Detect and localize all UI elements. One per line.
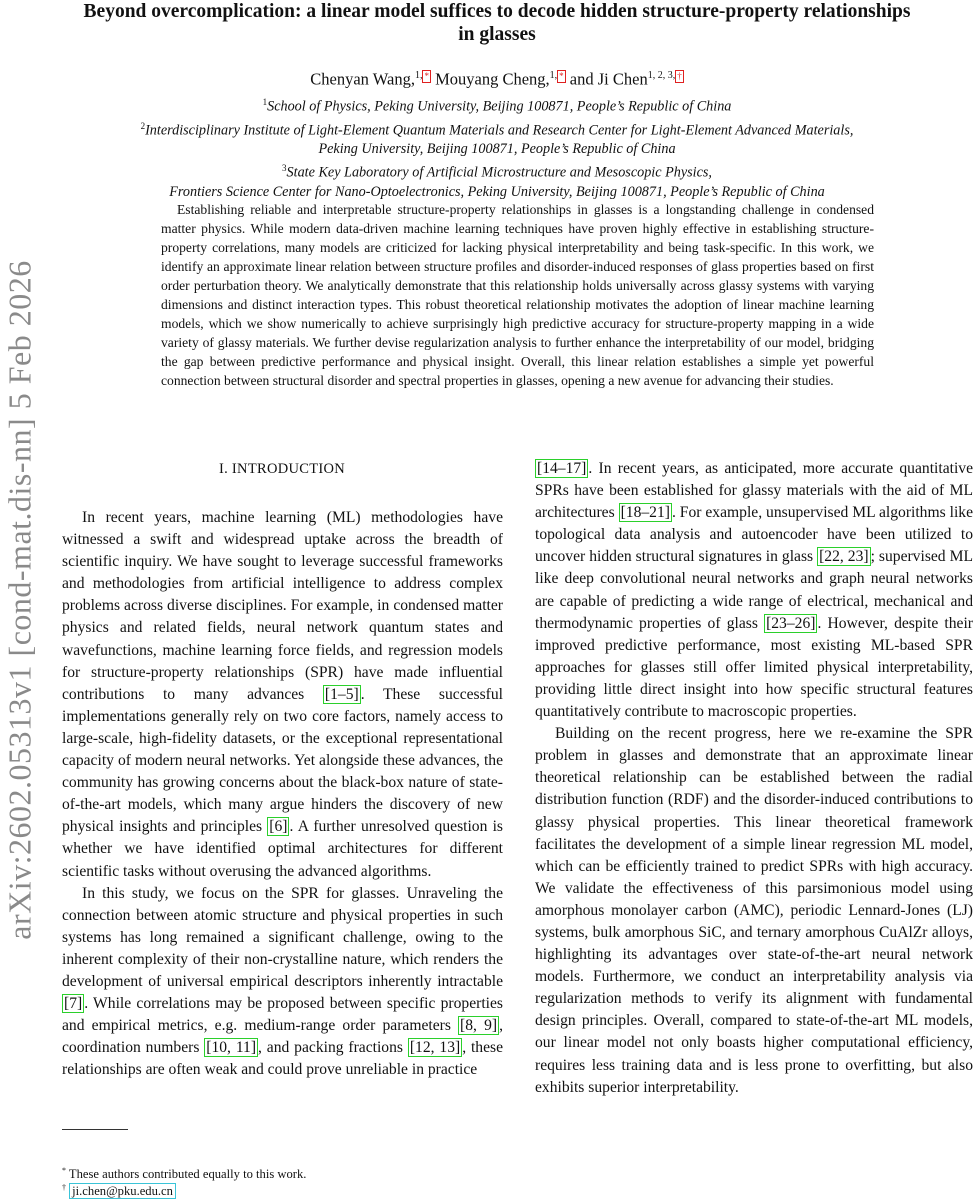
author-name: Mouyang Cheng, xyxy=(435,69,550,89)
right-column xyxy=(535,458,973,1099)
affiliation-2 xyxy=(62,117,932,141)
citation-link[interactable]: [12, 13] xyxy=(409,1039,461,1057)
paragraph-text: , coordination numbers xyxy=(62,1017,503,1057)
citation-link[interactable]: [23–26] xyxy=(766,614,816,632)
abstract: Establishing reliable and interpretable structure-property relationships in glasses is a longstanding challenge in condensed matter physics. While modern data-driven machine learning techniques have proven highly effective in establishing structure-property correlations, many models are criticized for lacking physical interpretability and being task-specific. In this work, we identify an approximate linear relation between structure profiles and disorder-induced responses of glass properties based on first order perturbation theory. We analytically demonstrate that this relationship holds universally across glassy systems with varying dimensions and distinct interaction types. This robust theoretical relationship motivates the adoption of linear machine learning models, which we show numerically to achieve surprisingly high predictive accuracy for structure-property mapping in a wide variety of glassy materials. We further devise regularization analysis to further enhance the interpretability of our model, bridging the gap between predictive performance and physical insight. Overall, this linear relation establishes a simple yet powerful connection between structural disorder and spectral properties in glasses, opening a new avenue for advancing their studies. xyxy=(161,202,874,388)
paragraph-text: . A further unresolved question is whether we have identified optimal architectures for different scientific tasks without overusing the advanced algorithms. xyxy=(62,818,503,880)
affiliation-1 xyxy=(62,93,932,117)
left-column xyxy=(62,507,503,1081)
citation-link[interactable]: [7] xyxy=(64,995,83,1013)
affiliation-text: State Key Laboratory of Artificial Microstructure and Mesoscopic Physics, xyxy=(286,165,712,182)
paragraph-text: , these relationships are often weak and could prove unreliable in practice xyxy=(62,1039,503,1079)
paragraph xyxy=(62,883,503,1082)
title-line-2: in glasses xyxy=(458,24,536,45)
citation-link[interactable]: [8, 9] xyxy=(460,1017,498,1035)
paragraph-text: . In recent years, as anticipated, more accurate quantitative SPRs have been established for glassy materials with the aid of ML architectures xyxy=(535,460,973,522)
paragraph xyxy=(535,458,973,723)
affiliation-2-cont: Peking University, Beijing 100871, People’s Republic of China xyxy=(318,141,676,158)
footnote-link[interactable]: * xyxy=(424,70,429,81)
footnote-link[interactable]: * xyxy=(559,70,564,81)
citation-link[interactable]: [10, 11] xyxy=(206,1039,257,1057)
paragraph-text: . For example, unsupervised ML algorithms like topological data analysis and autoencoder have been utilized to uncover hidden structural signatures in glass xyxy=(535,504,973,566)
citation-link[interactable]: [22, 23] xyxy=(819,548,869,566)
affiliation-list xyxy=(62,93,932,202)
affiliation-text: School of Physics, Peking University, Beijing 100871, People’s Republic of China xyxy=(267,98,732,115)
author-name: Ji Chen xyxy=(597,69,648,89)
paragraph-text: . While correlations may be proposed between specific properties and empirical metrics, e.g. medium-range order parameters xyxy=(62,995,503,1035)
paragraph-text: ; supervised ML like deep convolutional neural networks and graph neural networks are capable of predicting a wide range of electrical, mechanical and thermodynamic properties of glass xyxy=(535,548,973,632)
affiliation-3-cont: Frontiers Science Center for Nano-Optoelectronics, Peking University, Beijing 100871, People’s Republic of China xyxy=(169,184,825,201)
citation-link[interactable]: [14–17] xyxy=(537,460,587,477)
paragraph-text: In recent years, machine learning (ML) methodologies have witnessed a swift and widespread uptake across the breadth of scientific inquiry. We have sought to leverage successful frameworks and methodologies from artificial intelligence to address complex problems across diverse disciplines. For example, in condensed matter physics and related fields, neural network quantum states and wavefunctions, machine learning force fields, and regression models for structure-property relationships (SPR) have made influential contributions to many advances xyxy=(62,509,503,703)
title-line-1: Beyond overcomplication: a linear model suffices to decode hidden structure-property relationships xyxy=(83,1,911,22)
affiliation-3 xyxy=(62,159,932,183)
paragraph-text: . However, despite their improved predictive performance, most existing ML-based SPR approaches for glasses still offer limited physical interpretability, providing little direct insight into how specific structural features quantitatively contribute to macroscopic properties. xyxy=(535,614,973,721)
citation-link[interactable]: [1–5] xyxy=(324,685,359,703)
paragraph-text: , and packing fractions xyxy=(258,1039,408,1057)
paragraph-text: In this study, we focus on the SPR for glasses. Unraveling the connection between atomic structure and physical properties in such systems has long remained a significant challenge, owing to the inherent complexity of their non-crystalline nature, which renders the development of universal empirical descriptors inherently intractable xyxy=(62,884,503,990)
paper-title xyxy=(62,0,932,46)
footnote-divider xyxy=(62,1129,128,1130)
author-conjunction: and xyxy=(569,69,594,89)
footnote-mark: † xyxy=(62,1183,66,1192)
paragraph: Building on the recent progress, here we re-examine the SPR problem in glasses and demonstrate that an approximate linear theoretical relationship can be established between the radial distribution function (RDF) and the disorder-induced contributions to glassy physical properties. This linear theoretical framework facilitates the development of a simple linear regression ML model, which can be efficiently trained to predict SPRs with high accuracy. We validate the effectiveness of this parsimonious model using amorphous monolayer carbon (AMC), periodic Lennard-Jones (LJ) systems, bulk amorphous SiC, and ternary amorphous CuAlZr alloys, highlighting its advantages over state-of-the-art neural network models. Furthermore, we conduct an interpretability analysis via regularization methods to verify its alignment with fundamental design principles. Overall, compared to state-of-the-art ML models, our linear model not only boasts higher computational efficiency, requires less training data and is less prone to overfitting, but also exhibits superior interpretability. xyxy=(535,725,973,1096)
footnote-corresponding xyxy=(62,1180,176,1199)
section-heading-introduction: I. INTRODUCTION xyxy=(218,461,346,477)
footnote-mark: * xyxy=(62,1166,66,1175)
arxiv-stamp-text: arXiv:2602.05313v1 [cond-mat.dis-nn] 5 Feb 2026 xyxy=(1,260,38,940)
affiliation-number: 2 xyxy=(140,120,146,131)
affiliation-number: 3 xyxy=(282,163,287,174)
paragraph xyxy=(62,507,503,883)
affiliation-number: 1 xyxy=(262,97,268,107)
email-link[interactable]: ji.chen@pku.edu.cn xyxy=(69,1183,176,1199)
author-affil-sup: 1, xyxy=(549,70,558,81)
footnote-text: These authors contributed equally to this work. xyxy=(68,1167,307,1182)
affiliation-text: Interdisciplinary Institute of Light-Element Quantum Materials and Research Center for Light-Element Advanced Materials, xyxy=(145,122,854,139)
author-affil-sup: 1, xyxy=(414,70,423,81)
citation-link[interactable]: [18–21] xyxy=(620,504,670,522)
footnote-link[interactable]: † xyxy=(677,70,682,81)
citation-link[interactable]: [6] xyxy=(269,818,288,836)
author-affil-sup: 1, 2, 3, xyxy=(647,70,676,81)
author-name: Chenyan Wang, xyxy=(310,69,415,89)
author-list xyxy=(62,66,932,90)
paragraph-text: . These successful implementations generally rely on two core factors, namely access to large-scale, high-fidelity datasets, or the exceptional representational capacity of modern neural networks. Yet alongside these advances, the community has growing concerns about the black-box nature of state-of-the-art models, which many argue hinders the discovery of new physical insights and principles xyxy=(62,685,503,836)
